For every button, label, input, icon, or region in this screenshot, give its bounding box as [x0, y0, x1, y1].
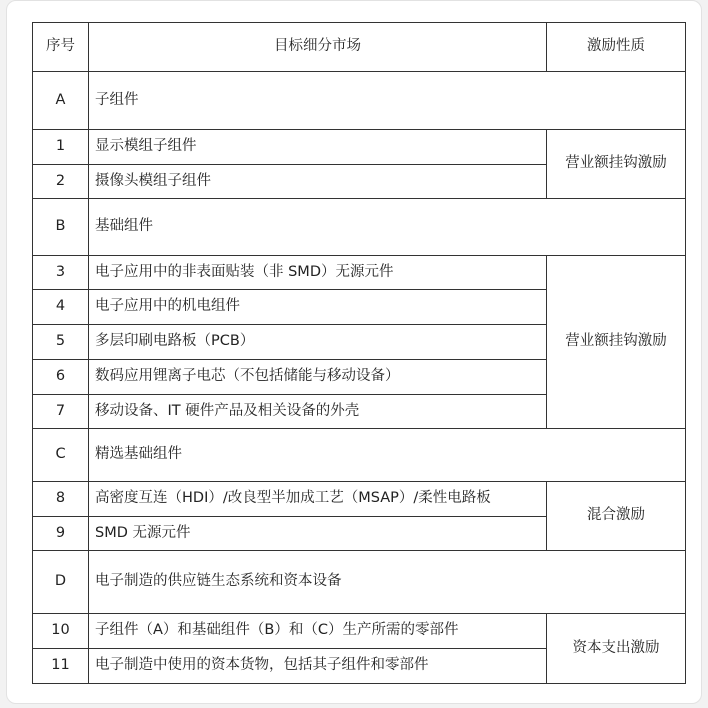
table-row	[33, 482, 686, 517]
incentive-nature: 资本支出激励	[547, 614, 686, 684]
row-market: 电子应用中的非表面贴装（非 SMD）无源元件	[89, 256, 547, 290]
group-index: B	[33, 199, 89, 256]
header-nature: 激励性质	[547, 23, 686, 72]
row-market: 子组件（A）和基础组件（B）和（C）生产所需的零部件	[89, 614, 547, 649]
incentive-table	[32, 22, 686, 684]
group-name: 电子制造的供应链生态系统和资本设备	[89, 551, 686, 614]
row-market: 显示模组子组件	[89, 130, 547, 165]
row-market: 多层印刷电路板（PCB）	[89, 325, 547, 360]
row-market: 电子制造中使用的资本货物，包括其子组件和零部件	[89, 649, 547, 684]
group-index: C	[33, 429, 89, 482]
row-index: 4	[33, 290, 89, 325]
header-row	[33, 23, 686, 72]
incentive-nature: 营业额挂钩激励	[547, 130, 686, 199]
row-index: 6	[33, 360, 89, 395]
header-market: 目标细分市场	[89, 23, 547, 72]
row-index: 9	[33, 517, 89, 551]
row-market: 数码应用锂离子电芯（不包括储能与移动设备）	[89, 360, 547, 395]
row-index: 3	[33, 256, 89, 290]
row-market: 移动设备、IT 硬件产品及相关设备的外壳	[89, 395, 547, 429]
row-market: 摄像头模组子组件	[89, 165, 547, 199]
table-row	[33, 256, 686, 290]
header-index: 序号	[33, 23, 89, 72]
group-row-a	[33, 72, 686, 130]
group-name: 基础组件	[89, 199, 686, 256]
row-index: 5	[33, 325, 89, 360]
group-row-b	[33, 199, 686, 256]
row-index: 7	[33, 395, 89, 429]
table-row	[33, 614, 686, 649]
row-market: 高密度互连（HDI）/改良型半加成工艺（MSAP）/柔性电路板	[89, 482, 547, 517]
group-name: 子组件	[89, 72, 686, 130]
incentive-nature: 混合激励	[547, 482, 686, 551]
group-index: D	[33, 551, 89, 614]
row-index: 10	[33, 614, 89, 649]
row-market: SMD 无源元件	[89, 517, 547, 551]
table-card	[6, 0, 702, 704]
row-index: 2	[33, 165, 89, 199]
group-row-c	[33, 429, 686, 482]
group-row-d	[33, 551, 686, 614]
row-market: 电子应用中的机电组件	[89, 290, 547, 325]
incentive-nature: 营业额挂钩激励	[547, 256, 686, 429]
row-index: 11	[33, 649, 89, 684]
table-row	[33, 130, 686, 165]
row-index: 1	[33, 130, 89, 165]
group-name: 精选基础组件	[89, 429, 686, 482]
row-index: 8	[33, 482, 89, 517]
group-index: A	[33, 72, 89, 130]
